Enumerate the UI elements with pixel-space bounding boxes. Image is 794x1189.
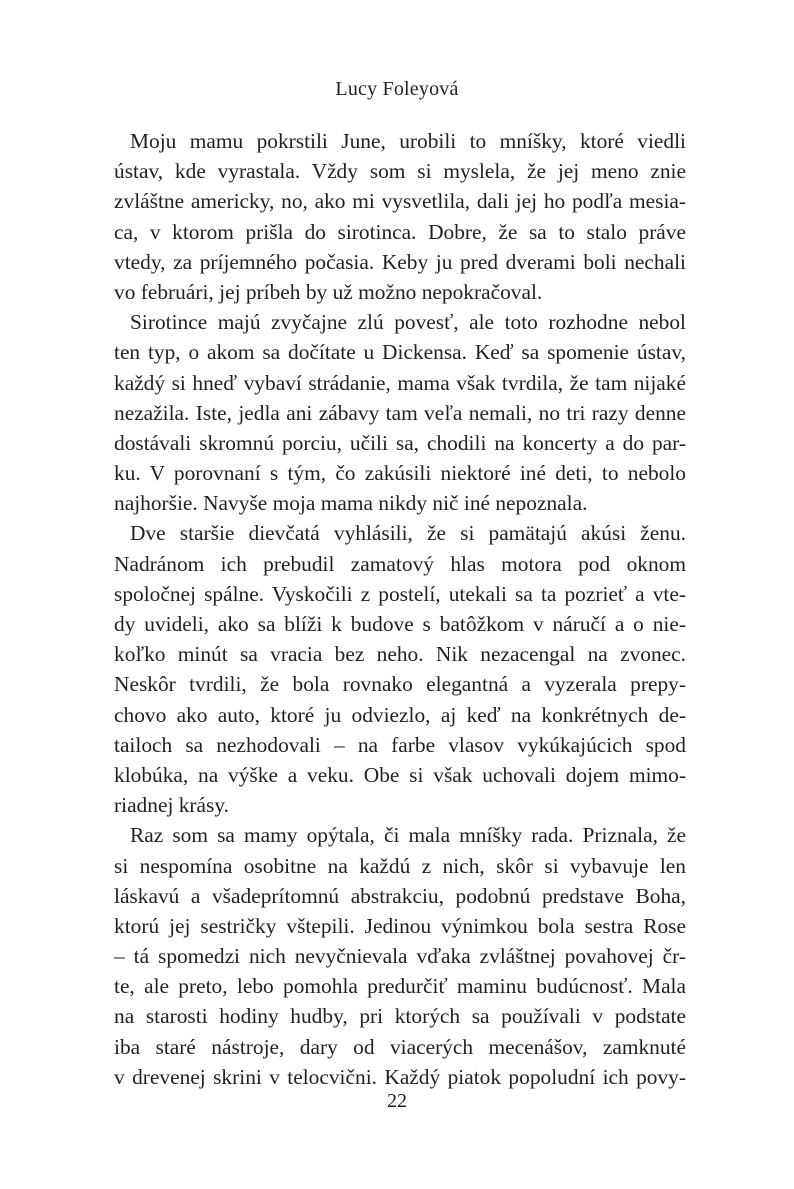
paragraph-3-line: Neskôr tvrdili, že bola rovnako elegantná a vyzerala prepy- — [114, 672, 686, 697]
paragraph-1-line: Moju mamu pokrstili June, urobili to mníšky, ktoré viedli — [130, 129, 686, 153]
page-number: 22 — [387, 1090, 407, 1112]
paragraph-4-line: Raz som sa mamy opýtala, či mala mníšky rada. Priznala, že — [130, 823, 686, 848]
paragraph-3-line: spoločnej spálne. Vyskočili z postelí, utekali sa ta pozrieť a vte- — [114, 581, 686, 606]
paragraph-1-line: ústav, kde vyrastala. Vždy som si myslela, že jej meno znie — [114, 159, 686, 184]
paragraph-2-line: najhoršie. Navyše moja mama nikdy nič iné nepoznala. — [114, 491, 588, 516]
paragraph-4-line: na starosti hodiny hudby, pri ktorých sa používali v podstate — [114, 1004, 686, 1029]
paragraph-1-line: zvláštne americky, no, ako mi vysvetlila, dali jej ho podľa mesia- — [114, 189, 686, 214]
paragraph-1-line: ca, v ktorom prišla do sirotinca. Dobre, že sa to stalo práve — [114, 219, 686, 244]
paragraph-4-line: láskavú a všadeprítomnú abstrakciu, podobnú predstave Boha, — [114, 883, 686, 908]
paragraph-2-line: Sirotince majú zvyčajne zlú povesť, ale toto rozhodne nebol — [130, 310, 686, 335]
paragraph-4-line: si nespomína osobitne na každú z nich, skôr si vybavuje len — [114, 853, 686, 878]
paragraph-3-line: koľko minút sa vracia bez neho. Nik nezacengal na zvonec. — [114, 642, 686, 667]
paragraph-1-line: vtedy, za príjemného počasia. Keby ju pred dverami boli nechali — [114, 249, 686, 274]
paragraph-1-line: vo februári, jej príbeh by už možno nepokračoval. — [114, 279, 543, 304]
paragraph-2-line: ten typ, o akom sa dočítate u Dickensa. Keď sa spomenie ústav, — [114, 340, 686, 365]
paragraph-3-line: riadnej krásy. — [114, 793, 230, 818]
paragraph-3-line: Dve staršie dievčatá vyhlásili, že si pamätajú akúsi ženu. — [130, 521, 686, 546]
paragraph-4-line: ktorú jej sestričky vštepili. Jedinou výnimkou bola sestra Rose — [114, 913, 686, 938]
paragraph-2-line: ku. V porovnaní s tým, čo zakúsili niektoré iné deti, to nebolo — [114, 461, 686, 486]
paragraph-4-line: te, ale preto, lebo pomohla predurčiť maminu budúcnosť. Mala — [114, 974, 686, 999]
paragraph-3-line: Nadránom ich prebudil zamatový hlas motora pod oknom — [114, 551, 686, 576]
body-text — [114, 126, 686, 1092]
paragraph-4-line: v drevenej skrini v telocvični. Každý piatok popoludní ich povy- — [114, 1064, 686, 1089]
paragraph-3-line: chovo ako auto, ktoré ju odviezlo, aj keď na konkrétnych de- — [114, 702, 686, 727]
paragraph-2-line: dostávali skromnú porciu, učili sa, chodili na koncerty a do par- — [114, 430, 686, 455]
paragraph-3-line: klobúka, na výške a veku. Obe si však uchovali dojem mimo- — [114, 762, 686, 787]
paragraph-2-line: každý si hneď vybaví strádanie, mama však tvrdila, že tam nijaké — [114, 370, 686, 395]
paragraph-2-line: nezažila. Iste, jedla ani zábavy tam veľa nemali, no tri razy denne — [114, 400, 686, 425]
paragraph-4-line: iba staré nástroje, dary od viacerých mecenášov, zamknuté — [114, 1034, 686, 1059]
paragraph-3-line: tailoch sa nezhodovali – na farbe vlasov vykúkajúcich spod — [114, 732, 686, 757]
paragraph-3-line: dy uvideli, ako sa blíži k budove s batôžkom v náručí a o nie- — [114, 612, 686, 636]
running-header: Lucy Foleyová — [335, 78, 459, 100]
paragraph-4-line: – tá spomedzi nich nevyčnievala vďaka zvláštnej povahovej čr- — [114, 944, 686, 969]
